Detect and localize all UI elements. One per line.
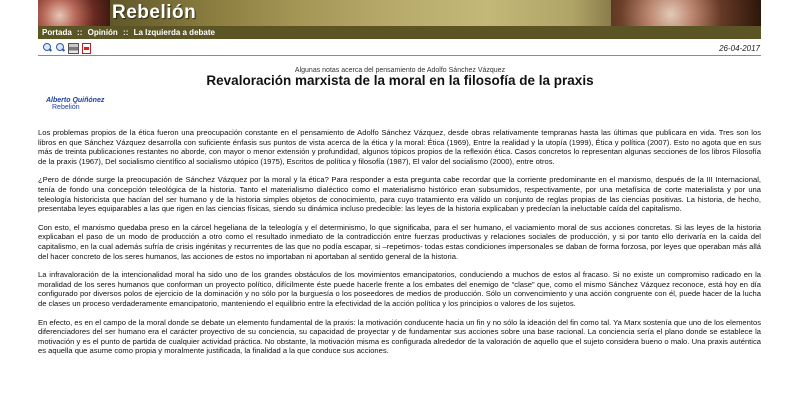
site-logo[interactable]: Rebelión (112, 2, 197, 23)
article-date: 26-04-2017 (719, 44, 760, 53)
pdf-icon[interactable] (82, 43, 91, 54)
breadcrumb-izquierda[interactable]: La Izquierda a debate (133, 28, 215, 37)
article-author[interactable]: Alberto Quiñónez (46, 97, 105, 104)
article-paragraph: En efecto, es en el campo de la moral donde se debate un elemento fundamental de la praxis: la motivación conducente hacia un fin y no sólo la ideación del fin como tal. Ya Marx sostenía que uno de los elementos diferenciadores del ser humano era el carácter proyectivo de su conciencia, su capacidad de proyectar y de fundamentar sus acciones sobre una base racional. La conciencia sería el plano donde se establece la motivación y es el punto de partida de cualquier actividad práctica. No obstante, la motivación misma es configurada alrededor de la valoración de aquello que el sujeto considera bueno o malo. Una praxis auténtica es aquella que asume como propia y moralmente justificada, la finalidad a la que conduce sus acciones. (38, 317, 761, 356)
site-banner (38, 0, 761, 26)
article-body (38, 128, 761, 365)
breadcrumb (38, 26, 761, 39)
breadcrumb-opinion[interactable]: Opinión (87, 28, 118, 37)
banner-photo-right (611, 0, 761, 26)
article-paragraph: ¿Pero de dónde surge la preocupación de Sánchez Vázquez por la moral y la ética? Para responder a esta pregunta cabe recordar que la corriente predominante en el marxismo, después de la III Internacional, tenía de fondo una concepción teleológica de la historia. Tanto el materialismo dialéctico como el materialismo histórico eran subsumidos, respectivamente, por una metafísica de corte materialista y por una teleología historicista que hacían del ser humano y de la historia simples objetos de conocimiento, para cuyo tratamiento era válido un conjunto de reglas propias de las ciencias positivas. La historia, de hecho, presentaba leyes equiparables a las que rigen en las ciencias físicas, siendo su dinámica incluso predecible: las leyes de la historia explicaban y predecían la ineluctable caída del capitalismo. (38, 175, 761, 214)
zoom-in-icon[interactable] (42, 42, 52, 53)
header-divider (38, 55, 761, 56)
article-paragraph: La infravaloración de la intencionalidad moral ha sido uno de los grandes obstáculos de los movimientos emancipatorios, conduciendo a muchos de estos al fracaso. Si no existe un compromiso radicado en la moralidad de los seres humanos que conforman un proyecto político, difícilmente éste puede hacerle frente a los embates del enemigo de “clase” que, como el mismo Sánchez Vázquez reconoce, está hoy en día configurado por diversos polos de ejercicio de la dominación y no sólo por la burguesía o los poseedores de medios de producción. Sólo un convencimiento y una acción congruente con él, puede hacer de la lucha de clases un proceso verdaderamente emancipatorio, manteniendo el equilibrio entre la efectividad de la acción política y los principios o valores de los sujetos. (38, 270, 761, 308)
zoom-out-icon[interactable] (55, 42, 65, 53)
breadcrumb-separator: :: (123, 28, 129, 37)
breadcrumb-portada[interactable]: Portada (42, 28, 72, 37)
banner-photo-left (38, 0, 110, 26)
breadcrumb-separator: :: (77, 28, 83, 37)
article-toolbar (42, 42, 91, 54)
article-paragraph: Los problemas propios de la ética fueron una preocupación constante en el pensamiento de Adolfo Sánchez Vázquez, desde obras relativamente tempranas hasta las últimas que publicara en vida. Tres son los libros en que Sánchez Vázquez desarrolla con suficiente énfasis sus puntos de vista acerca de la ética y la moral: Ética (1969), Entre la realidad y la utopía (1999), Ética y política (2007). Esto no agota que en sus más de treinta publicaciones restantes no aborde, con mayor o menor extensión y profundidad, algunos tópicos propios de la reflexión ética. Casos concretos lo representan algunas secciones de los libros Filosofía de la praxis (1967), Del socialismo científico al socialismo utópico (1975), Escritos de política y filosofía (1987), El valor del socialismo (2000), entre otros. (38, 128, 761, 166)
article-title: Revaloración marxista de la moral en la filosofía de la praxis (206, 73, 594, 88)
article-source: Rebelión (52, 104, 80, 111)
article-paragraph: Con esto, el marxismo quedaba preso en la cárcel hegeliana de la teleología y el determinismo, lo que significaba, para el ser humano, el vaciamiento moral de sus acciones concretas. Si las leyes de la historia explicaban el paso de un modo de producción a otro como el resultado inmediato de la contradicción entre fuerzas productivas y relaciones sociales de producción, y si por tanto ello derivaría en la caída del capitalismo, en la cual además sufría de crisis ingénitas y recurrentes de las que no podía escapar, si –repetimos- todas estas condiciones impersonales se daban de forma forzosa, por leyes que operaban más allá del hacer concreto de los seres humanos, las acciones de estos no importaban ni aportaban al sentido general de la historia. (38, 222, 761, 261)
print-icon[interactable] (68, 43, 79, 54)
article-supertitle: Algunas notas acerca del pensamiento de Adolfo Sánchez Vázquez (294, 67, 506, 74)
